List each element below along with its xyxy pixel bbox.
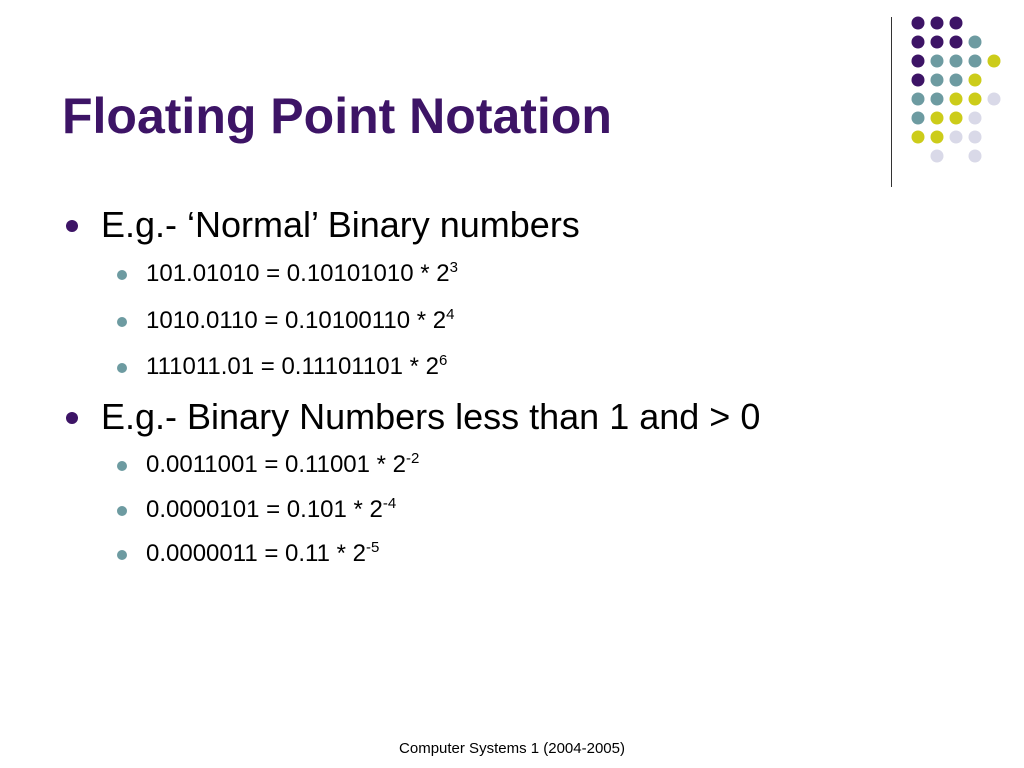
sub-bullet (146, 306, 455, 334)
equation-base: 111011.01 = 0.11101101 * 2 (146, 353, 439, 380)
dot (969, 131, 982, 144)
dot (969, 112, 982, 125)
dot (912, 93, 925, 106)
equation-base: 1010.0110 = 0.10100110 * 2 (146, 307, 447, 334)
dot (950, 17, 963, 30)
dot (988, 93, 1001, 106)
exponent: 4 (446, 306, 455, 323)
dot (969, 93, 982, 106)
dot (931, 74, 944, 87)
sub-bullet (146, 352, 448, 380)
sub-bullet (146, 450, 420, 478)
dot (950, 93, 963, 106)
dot (912, 112, 925, 125)
equation-base: 0.0000011 = 0.11 * 2 (146, 540, 366, 567)
exponent: -2 (406, 450, 420, 467)
dot (950, 112, 963, 125)
exponent: -4 (382, 495, 397, 512)
equation-base: 101.01010 = 0.10101010 * 2 (146, 260, 450, 287)
bullet-normal-binary: E.g.- ‘Normal’ Binary numbers (101, 204, 580, 245)
bullet-fractional-binary: E.g.- Binary Numbers less than 1 and > 0 (101, 396, 761, 437)
dot (931, 17, 944, 30)
dot (950, 131, 963, 144)
dot (969, 55, 982, 68)
dot (912, 131, 925, 144)
dot (912, 36, 925, 49)
dot (969, 150, 982, 163)
dot (931, 131, 944, 144)
dot (950, 74, 963, 87)
sub-bullet (146, 259, 458, 287)
dot (950, 36, 963, 49)
dot (912, 55, 925, 68)
exponent: -5 (365, 539, 380, 556)
exponent: 3 (449, 259, 458, 276)
title-divider-line (891, 17, 892, 187)
dot (912, 17, 925, 30)
sub-bullet (146, 539, 380, 567)
dot (931, 55, 944, 68)
dot (931, 93, 944, 106)
dot (912, 74, 925, 87)
dot (969, 74, 982, 87)
dot (931, 36, 944, 49)
dot (950, 55, 963, 68)
dot (988, 55, 1001, 68)
exponent: 6 (438, 352, 448, 369)
equation-base: 0.0011001 = 0.11001 * 2 (146, 451, 407, 478)
dot (931, 112, 944, 125)
slide-footer: Computer Systems 1 (2004-2005) (399, 740, 625, 757)
sub-bullet (146, 495, 397, 523)
equation-base: 0.0000101 = 0.101 * 2 (146, 496, 383, 523)
slide-title: Floating Point Notation (62, 88, 612, 144)
dot (969, 36, 982, 49)
decorative-dot-grid (905, 10, 1005, 170)
dot (931, 150, 944, 163)
